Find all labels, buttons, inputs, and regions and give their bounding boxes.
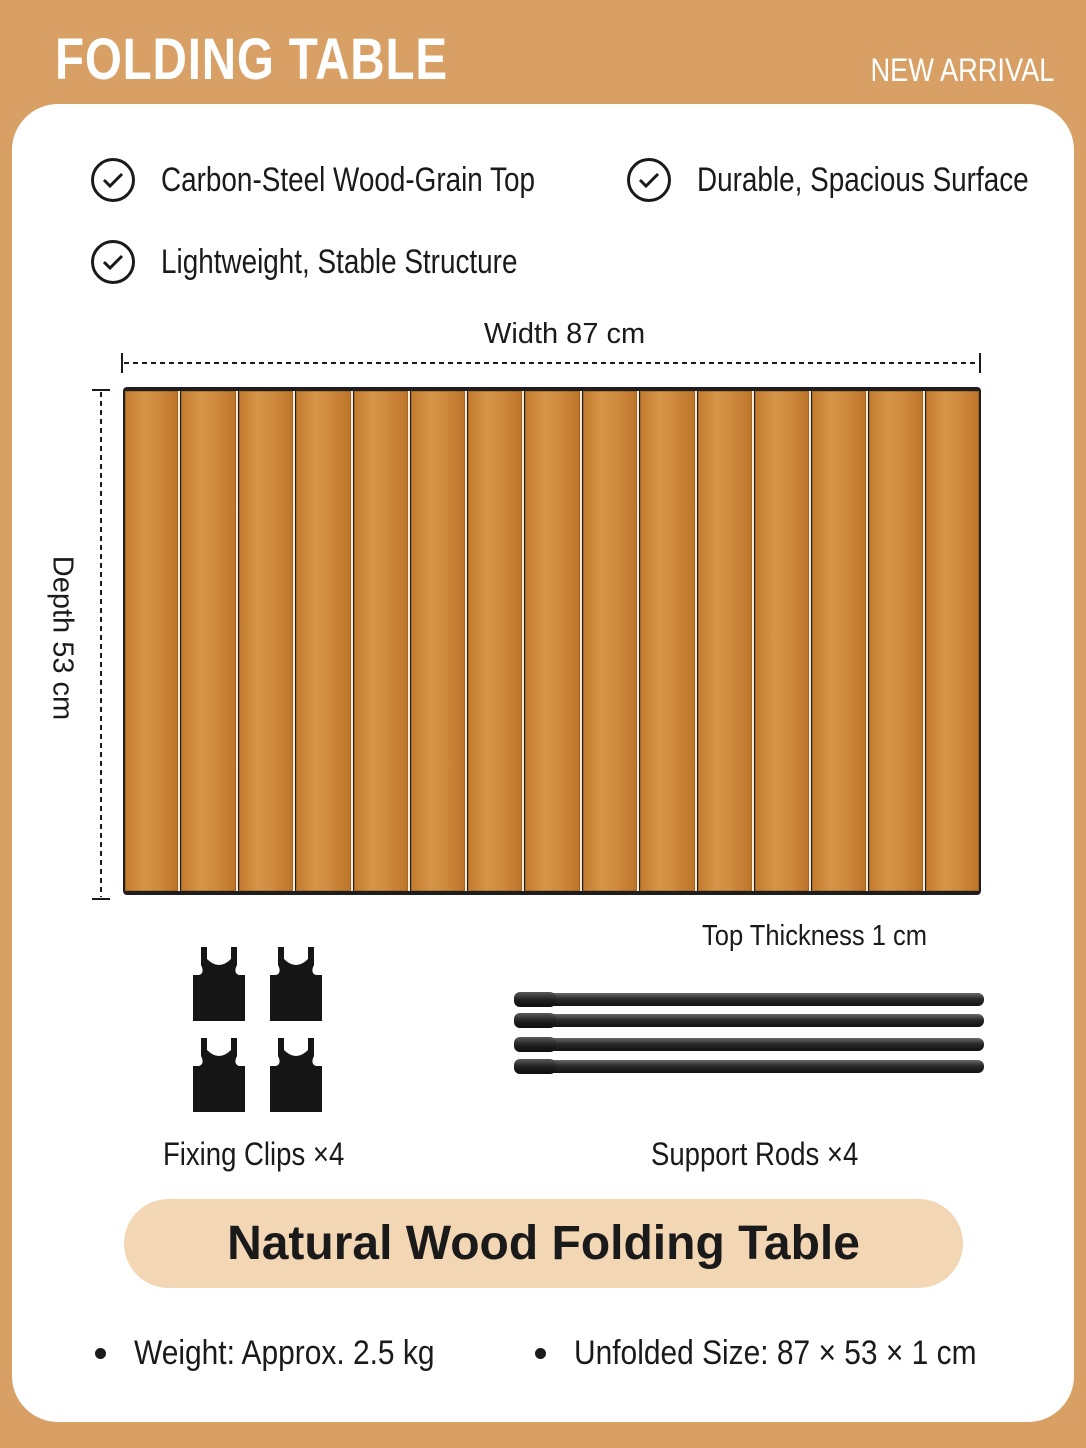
wood-slat <box>525 391 580 891</box>
wood-slat <box>583 391 637 891</box>
wood-slat <box>181 391 236 891</box>
wood-slat <box>755 391 809 891</box>
support-rod-image <box>514 1060 984 1073</box>
feature-item <box>627 158 1086 202</box>
wood-slat <box>869 391 923 891</box>
width-label: Width 87 cm <box>484 318 646 350</box>
spec-item <box>95 1334 475 1373</box>
feature-item <box>91 158 617 202</box>
spec-item <box>535 1334 1031 1373</box>
page-title: FOLDING TABLE <box>55 27 448 92</box>
wood-slat <box>239 391 293 891</box>
fixing-clip-image <box>270 945 322 1021</box>
wood-slat <box>411 391 465 891</box>
fixing-clip-image <box>193 1036 245 1112</box>
wood-slat <box>812 391 866 891</box>
bullet-icon <box>95 1348 106 1359</box>
wood-slat <box>296 391 351 891</box>
support-rod-image <box>514 993 984 1006</box>
wood-slat <box>125 391 178 891</box>
new-arrival-badge: NEW ARRIVAL <box>870 52 1054 88</box>
thickness-label: Top Thickness 1 cm <box>702 920 928 952</box>
depth-label: Depth 53 cm <box>46 555 79 721</box>
feature-text: Carbon-Steel Wood-Grain Top <box>161 160 536 199</box>
product-name: Natural Wood Folding Table <box>227 1217 860 1270</box>
wood-slat <box>468 391 522 891</box>
tabletop-image <box>123 387 981 895</box>
rods-label: Support Rods ×4 <box>651 1136 859 1172</box>
weight-spec: Weight: Approx. 2.5 kg <box>134 1334 435 1372</box>
wood-slat <box>640 391 695 891</box>
bullet-icon <box>535 1348 546 1359</box>
support-rod-image <box>514 1014 984 1027</box>
feature-item <box>91 240 596 284</box>
wood-slat <box>698 391 752 891</box>
check-circle-icon <box>627 158 671 202</box>
product-name-banner <box>124 1199 963 1288</box>
check-circle-icon <box>91 240 135 284</box>
fixing-clip-image <box>270 1036 322 1112</box>
feature-text: Lightweight, Stable Structure <box>161 242 518 281</box>
fixing-clip-image <box>193 945 245 1021</box>
support-rod-image <box>514 1038 984 1051</box>
wood-slat <box>926 391 979 891</box>
wood-slat <box>354 391 408 891</box>
depth-dimension-line <box>90 388 114 902</box>
width-dimension-line <box>118 350 986 376</box>
feature-text: Durable, Spacious Surface <box>697 160 1029 199</box>
check-circle-icon <box>91 158 135 202</box>
clips-label: Fixing Clips ×4 <box>163 1136 345 1172</box>
size-spec: Unfolded Size: 87 × 53 × 1 cm <box>574 1334 977 1372</box>
